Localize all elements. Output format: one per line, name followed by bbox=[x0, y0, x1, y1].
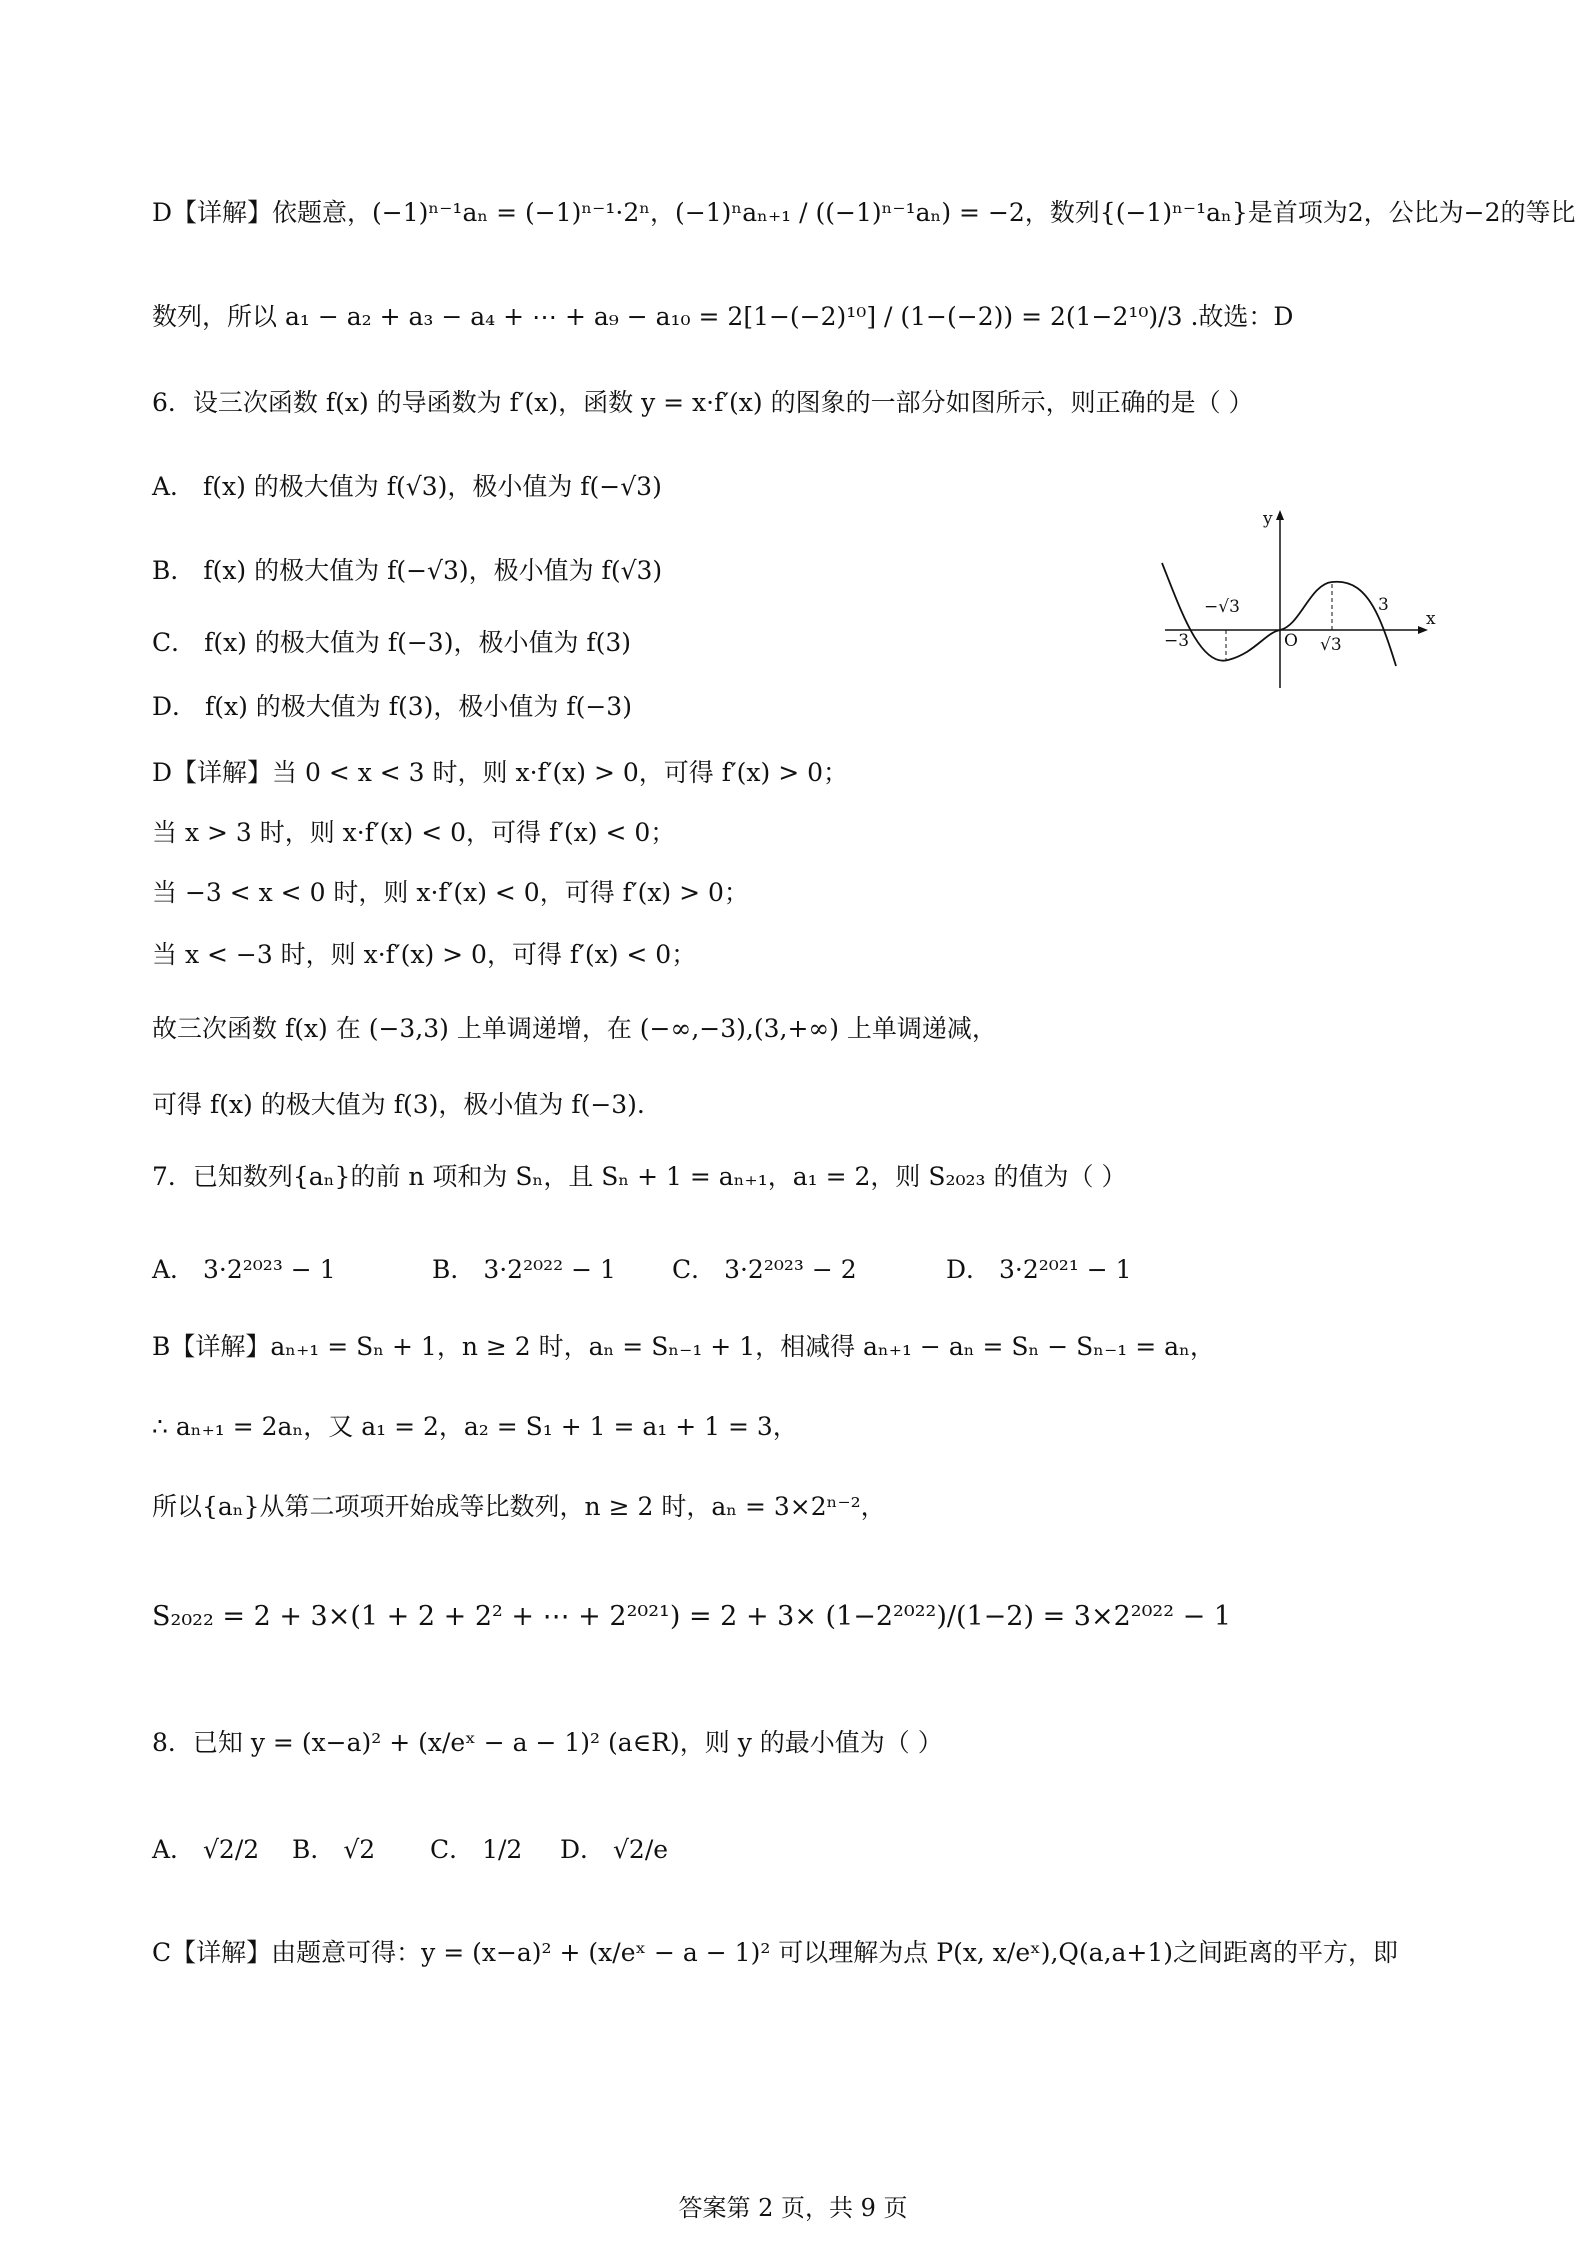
question-7-option-c: C． 3·2²⁰²³ − 2 bbox=[672, 1255, 857, 1284]
solution-5-line-1: D【详解】依题意，(−1)ⁿ⁻¹aₙ = (−1)ⁿ⁻¹·2ⁿ，(−1)ⁿaₙ₊₁ / ((−1)ⁿ⁻¹aₙ) = −2，数列{(−1)ⁿ⁻¹aₙ}是首项为2，公比为−2的等比 bbox=[152, 198, 1576, 227]
x-axis-label: x bbox=[1426, 609, 1436, 629]
question-8-option-a: A． √2/2 bbox=[152, 1835, 260, 1864]
solution-7-line-1: B【详解】aₙ₊₁ = Sₙ + 1，n ≥ 2 时，aₙ = Sₙ₋₁ + 1，相减得 aₙ₊₁ − aₙ = Sₙ − Sₙ₋₁ = aₙ， bbox=[152, 1332, 1215, 1361]
question-8-option-b: B． √2 bbox=[292, 1835, 376, 1864]
origin-label: O bbox=[1284, 631, 1298, 651]
question-8-option-c: C． 1/2 bbox=[430, 1835, 523, 1864]
derivative-graph-figure bbox=[1160, 508, 1440, 688]
question-7-stem: 7．已知数列{aₙ}的前 n 项和为 Sₙ，且 Sₙ + 1 = aₙ₊₁，a₁ = 2，则 S₂₀₂₃ 的值为（ ） bbox=[152, 1162, 1127, 1191]
tick-label-neg-sqrt3: −√3 bbox=[1204, 597, 1240, 617]
tick-label-pos3: 3 bbox=[1378, 595, 1389, 615]
question-7-option-d: D． 3·2²⁰²¹ − 1 bbox=[946, 1255, 1132, 1284]
page-footer: 答案第 2 页，共 9 页 bbox=[678, 2194, 908, 2222]
question-6-option-a: A． f(x) 的极大值为 f(√3)，极小值为 f(−√3) bbox=[152, 472, 662, 501]
question-7-option-a: A． 3·2²⁰²³ − 1 bbox=[152, 1255, 336, 1284]
curve-y-x-fprime bbox=[1162, 563, 1396, 666]
question-6-option-d: D． f(x) 的极大值为 f(3)，极小值为 f(−3) bbox=[152, 692, 632, 721]
solution-7-line-4: S₂₀₂₂ = 2 + 3×(1 + 2 + 2² + ⋯ + 2²⁰²¹) = 2 + 3× (1−2²⁰²²)/(1−2) = 3×2²⁰²² − 1 bbox=[152, 1601, 1232, 1632]
question-6-option-c: C． f(x) 的极大值为 f(−3)，极小值为 f(3) bbox=[152, 628, 632, 657]
solution-6-line-6: 可得 f(x) 的极大值为 f(3)，极小值为 f(−3). bbox=[152, 1090, 645, 1119]
solution-5-line-2: 数列，所以 a₁ − a₂ + a₃ − a₄ + ⋯ + a₉ − a₁₀ = 2[1−(−2)¹⁰] / (1−(−2)) = 2(1−2¹⁰)/3 .故选：D bbox=[152, 302, 1294, 331]
solution-6-line-5: 故三次函数 f(x) 在 (−3,3) 上单调递增，在 (−∞,−3),(3,+∞) 上单调递减， bbox=[152, 1014, 997, 1043]
question-6-option-b: B． f(x) 的极大值为 f(−√3)，极小值为 f(√3) bbox=[152, 556, 663, 585]
solution-6-line-1: D【详解】当 0 < x < 3 时，则 x·f′(x) > 0，可得 f′(x) > 0； bbox=[152, 758, 849, 787]
solution-6-line-4: 当 x < −3 时，则 x·f′(x) > 0，可得 f′(x) < 0； bbox=[152, 940, 697, 969]
question-6-stem: 6．设三次函数 f(x) 的导函数为 f′(x)，函数 y = x·f′(x) 的图象的一部分如图所示，则正确的是（ ） bbox=[152, 388, 1254, 417]
solution-7-line-2: ∴ aₙ₊₁ = 2aₙ，又 a₁ = 2，a₂ = S₁ + 1 = a₁ + 1 = 3， bbox=[152, 1412, 798, 1441]
y-axis-arrow bbox=[1276, 510, 1284, 520]
tick-label-neg3: −3 bbox=[1164, 631, 1190, 651]
tick-label-sqrt3: √3 bbox=[1320, 635, 1342, 655]
question-8-option-d: D． √2/e bbox=[560, 1835, 669, 1864]
question-7-option-b: B． 3·2²⁰²² − 1 bbox=[432, 1255, 616, 1284]
solution-6-line-3: 当 −3 < x < 0 时，则 x·f′(x) < 0，可得 f′(x) > 0； bbox=[152, 878, 749, 907]
solution-6-line-2: 当 x > 3 时，则 x·f′(x) < 0，可得 f′(x) < 0； bbox=[152, 818, 676, 847]
question-8-stem: 8．已知 y = (x−a)² + (x/eˣ − a − 1)² (a∈R)，则 y 的最小值为（ ） bbox=[152, 1728, 943, 1757]
solution-8-line-1: C【详解】由题意可得：y = (x−a)² + (x/eˣ − a − 1)² 可以理解为点 P(x, x/eˣ),Q(a,a+1)之间距离的平方，即 bbox=[152, 1938, 1399, 1967]
y-axis-label: y bbox=[1263, 509, 1273, 529]
solution-7-line-3: 所以{aₙ}从第二项项开始成等比数列，n ≥ 2 时，aₙ = 3×2ⁿ⁻²， bbox=[152, 1492, 886, 1521]
